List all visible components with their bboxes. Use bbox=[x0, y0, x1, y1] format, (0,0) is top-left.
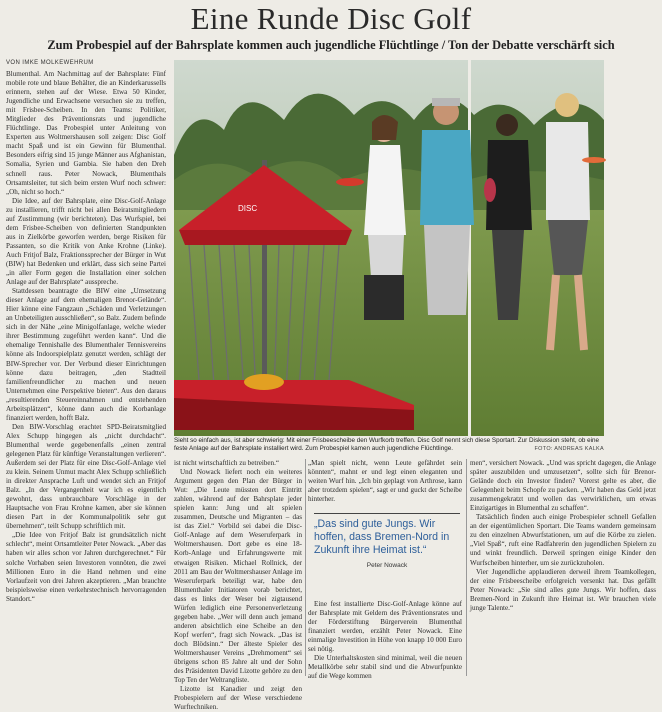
paragraph: Lizotte ist Kanadier und zeigt den Probespielern auf der Wiese verschiedene Wurftechniken. bbox=[174, 685, 302, 712]
basket-sign-text: DISC bbox=[238, 204, 258, 213]
paragraph: Tatsächlich finden auch einige Probespieler schnell Gefallen an der eigentümlichen Sportart. Die Teams wandern gemeinsam zu den einzelnen Abwurfstationen, um auf die Körbe zu zielen. „Viel Spaß“, ruft eine Radfahrerin den jugendlichen Spielern zu und winkt freundlich. Derweil springen einige Kinder den Wurfscheiben hinterher, um sie zurückzuholen. bbox=[470, 513, 656, 567]
article-photo bbox=[174, 60, 604, 436]
article-headline: Eine Runde Disc Golf bbox=[190, 1, 472, 36]
paragraph: Den BIW-Vorschlag erachtet SPD-Beiratsmitglied Alex Schupp hingegen als „nicht durchdacht“. Blumenthal werde gegebenenfalls „einen zentral gelegenen Platz für künftige Veranstaltungen verlieren“. Außerdem sei der Platz für eine Disc-Golf-Anlage viel zu klein. Seinem Unmut macht Alex Schupp schließlich in direkter Ansprache Luft und wendet sich an Fritjof Balz. „In der Vergangenheit war ich es eigentlich gewohnt, dass unbrauchbare Vorschläge in der Hauptsache von Frau Krohne kamen, aber sie können diesen Part in der Kommunalpolitik sehr gut übernehmen“, teilt Schupp schriftlich mit. bbox=[6, 422, 166, 531]
text-column-3 bbox=[308, 459, 462, 509]
paragraph: Blumenthal. Am Nachmittag auf der Bahrsplate: Fünf mobile rote und blaue Behälter, die an Kinderkarussells erinnern, stehen auf der Wiese. Etwa 50 Kinder, Jugendliche und Erwachsene versuchen sie zu treffen, mit Frisbee-Scheiben. In den Teams: Politiker, Mitglieder des Präventionsrats und jugendliche Flüchtlinge. Das Probespiel unter Anleitung von Experten aus Woltmershausen soll zeigen: Disc Golf macht Spaß und ist ein Gewinn für Blumenthal. Besonders eifrig sind 15 junge Männer aus Afghanistan, Somalia, Syrien und Gambia. Sie haben den Dreh schnell raus. Peter Nowack, Blumenthals Ortsamtsleiter, tut sich beim ersten Wurf noch schwer: „Oh, nicht so hoch.“ bbox=[6, 70, 166, 196]
paragraph: Stattdessen beantragte die BIW eine „Umsetzung dieser Anlage auf dem ehemaligen Brenor-Gelände“. Hier könne eine Fangzaun „Schäden und Verletzungen an Unbeteiligten ausschließen“, so Balz. Zudem befinde sich in der Nähe „eine Minigolfanlage, welche wieder ihrer Bestimmung zugeführt werden kann“. Und die ehemalige Tennishalle des Blumenthaler Tennisvereins könne als Indoorspielplatz genutzt werden, schlägt der BIW-Sprecher vor. Der Verbund dieser Einrichtungen könne dazu beitragen, „den Stadtteil familienfreundlicher zu machen und neuen Unternehmen eine Perspektive bieten“. Aus den daraus „resultierenden Steuereinnahmen und entstehenden Arbeitsplätzen“, könne dann auch die Korbanlage finanziert werden, hofft Balz. bbox=[6, 287, 166, 422]
text-column-1 bbox=[6, 70, 166, 676]
pull-quote-rule bbox=[314, 513, 460, 514]
column-divider bbox=[305, 459, 306, 676]
man-with-cap bbox=[420, 98, 474, 315]
text-column-4 bbox=[470, 459, 656, 676]
photo-credit: FOTO: ANDREAS KALKA bbox=[534, 446, 604, 453]
photo-caption bbox=[174, 437, 604, 453]
pull-quote-text: „Das sind gute Jungs. Wir hoffen, dass Bremen-Nord in Zukunft ihre Heimat ist.“ bbox=[314, 518, 450, 556]
caption-text: Sieht so einfach aus, ist aber schwierig: Mit einer Frisbeescheibe den Wurfkorb treffen. Disc Golf nennt sich diese Sportart. Zur Diskussion steht, ob eine feste Anlage auf der Bahrsplate installiert wird. Zum Probespiel kamen auch jugendliche Flüchtlinge. bbox=[174, 437, 600, 453]
pull-quote-attribution: Peter Nowack bbox=[366, 562, 408, 569]
paragraph: Die Unterhaltskosten sind minimal, weil die neuen Metallkörbe sehr stabil sind und die Abwurfpunkte auf die Wege kommen bbox=[308, 654, 462, 681]
paragraph: Die Idee, auf der Bahrsplate, eine Disc-Golf-Anlage zu installieren, trifft nicht bei allen Beiratsmitgliedern auf Zustimmung (wir berichteten). Das Wurfspiel, bei dem Frisbee-Scheiben von definierten Standpunkten aus in Zielkörbe geworfen werden, berge Risiken für Passanten, so die Kritik von Anke Krohne (Linke). Auch Fritjof Balz, Fraktionssprecher der Bürger in Wut (BIW) hat Bedenken und erklärt, dass sich seine Partei „in aller Form gegen die Installation einer solchen Anlage auf der Bahrsplate“ ausspreche. bbox=[6, 196, 166, 287]
paragraph: men“, versichert Nowack. „Und was spricht dagegen, die Anlage später auszubilden und umzusetzen“, sollte sich für Brenor-Gelände doch ein Investor finden? Vorerst gelte es aber, die Gelegenheit beim Schopfe zu packen. „Wir haben das Geld jetzt zusammengekratzt und wollen das verwirklichen, um etwas Einzigartiges in Blumenthal zu schaffen“. bbox=[470, 459, 656, 513]
article-byline: VON IMKE MOLKEWEHRUM bbox=[6, 60, 94, 66]
paragraph: „Die Idee von Fritjof Balz ist grundsätzlich nicht schlecht“, meint Ortsamtleiter Peter Nowack. „Aber das haben wir alles schon vor Jahren durchgerechnet.“ Für solche Vorhaben seien Investoren vonnöten, die zwei Millionen Euro in die Hand nehmen und eine Vorlaufzeit von drei Jahren akzeptieren. „Man brauchte beispielsweise einen verkehrstechnisch hervorragenden Standort.“ bbox=[6, 531, 166, 603]
pull-quote bbox=[314, 513, 460, 569]
paragraph: ist nicht wirtschaftlich zu betreiben.“ bbox=[174, 459, 279, 467]
paragraph: Und Nowack liefert noch ein weiteres Argument gegen den Plan der Bürger in Wut: „Die Leute müssten dort Eintritt zahlen, während auf der Bahrsplate jeder spielen kann: Jung und alt spielen zusammen, Deutsche und Migranten – das ist das Ziel.“ Vorbild sei dabei die Disc-Golf-Anlage auf dem Weseruferpark in Woltmershausen. Dort gebe es eine 18-Korb-Anlage und Erfahrungswerte mit etwaigen Risiken. Michael Rollnick, der 2011 am Bau der Woltmershauser Anlage im Weseruferpark beteiligt war, habe den Blumenthaler Initiatoren vorab berichtet, dass es links der Weser bei zigtausend Würfen lediglich eine Personenverletzung gegeben habe. „Wer will denn auch jemand anderen absichtlich eine Scheibe an den Kopf werfen“, fragt sich Nowack. „Das ist doch Blödsinn.“ Der älteste Spieler des Woltmershauser Vereins „Drehmoment“ sei übrigens schon 85 Jahre alt und der Sohn des Präsidenten David Lizotte gehöre zu den Top Ten der Weltrangliste. bbox=[174, 468, 302, 685]
column-divider bbox=[466, 459, 467, 676]
paragraph: Vier Jugendliche applaudieren derweil ihrem Teamkollegen, der eine Frisbeescheibe erfolgreich versenkt hat. Das gefällt Peter Nowack: „Sie sind alles gute Jungs. Wir hoffen, dass Bremen-Nord in Zukunft ihre Heimat ist. Wir brauchen viele junge Talente.“ bbox=[470, 567, 656, 612]
text-column-3-bottom bbox=[308, 600, 462, 681]
paragraph: „Man spielt nicht, wenn Leute gefährdet sein könnten“, mahnt er und legt einen eleganten und weiten Wurf hin. „Ich bin geplagt von Arthrose, kann aber trotzdem spielen“, sagt er und guckt der Scheibe hinterher. bbox=[308, 459, 462, 504]
paragraph: Eine fest installierte Disc-Golf-Anlage könne auf der Bahrsplate mit Geldern des Präventionsrates und der Förderstiftung Bürgerverein Blumenthal finanziert werden, erzählt Peter Nowack. Eine einmalige Investition in Höhe von knapp 10 000 Euro sei nötig. bbox=[308, 600, 462, 654]
text-column-2 bbox=[174, 459, 302, 712]
article-subheadline: Zum Probespiel auf der Bahrsplate kommen auch jugendliche Flüchtlinge / Ton der Debatte verschärft sich bbox=[47, 38, 615, 52]
disc-golf-photo bbox=[174, 60, 604, 436]
